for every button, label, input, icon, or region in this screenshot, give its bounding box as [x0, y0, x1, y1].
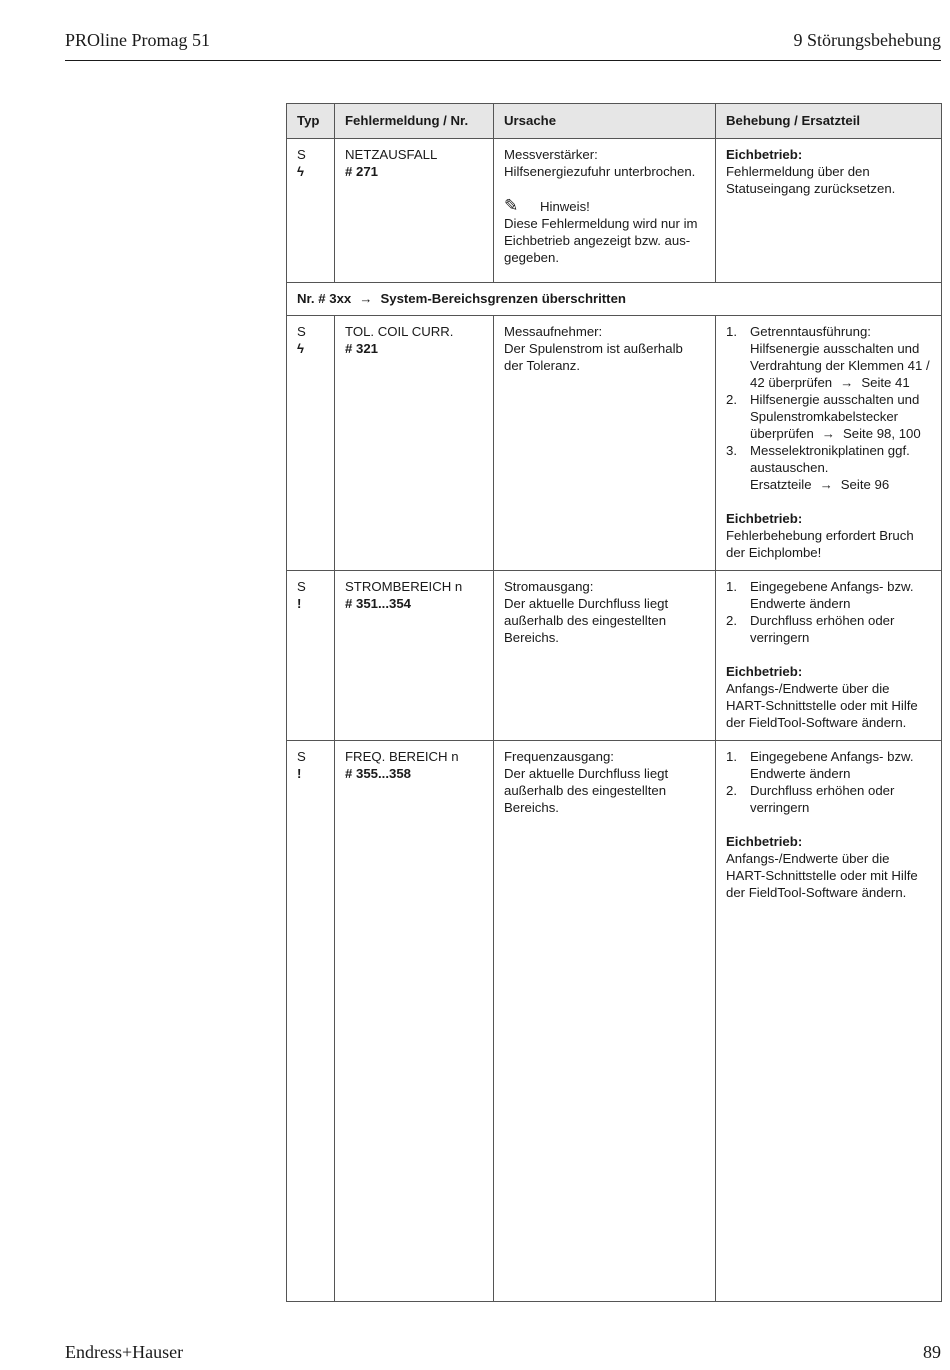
- type-letter: S: [297, 579, 306, 594]
- list-item: [726, 782, 931, 816]
- type-cell: [287, 741, 335, 1302]
- error-message: FREQ. BEREICH n: [345, 749, 459, 764]
- remedy-text: Fehlerbehebung erfordert Bruch der Eichplombe!: [726, 528, 914, 560]
- cause-title: Messaufnehmer:: [504, 324, 603, 339]
- cause-cell: [494, 316, 716, 571]
- step-text: Hilfsenergie ausschalten und Spulenstromkabelstecker überprüfen: [750, 392, 920, 441]
- step-text: Durchfluss erhöhen oder verringern: [750, 613, 895, 645]
- cause-text: Der aktuelle Durchfluss liegt außerhalb des eingestellten Bereichs.: [504, 766, 669, 815]
- remedy-text: Anfangs-/Endwerte über die HART-Schnittstelle oder mit Hilfe der FieldTool-Software ändern.: [726, 681, 918, 730]
- group-title: System-Bereichsgrenzen überschritten: [380, 291, 626, 306]
- list-item: [726, 442, 931, 493]
- error-number: # 271: [345, 164, 379, 179]
- column-header-typ: Typ: [287, 104, 335, 139]
- remedy-label: Eichbetrieb:: [726, 147, 803, 162]
- step-text: Messelektronikplatinen ggf. austauschen.: [750, 443, 910, 475]
- table-header-row: [287, 104, 942, 139]
- remedy-steps: [726, 323, 931, 493]
- type-letter: S: [297, 749, 306, 764]
- pencil-icon: ✎: [504, 196, 519, 215]
- header-rule: [65, 60, 941, 61]
- footer-brand: Endress+Hauser: [65, 1342, 184, 1362]
- table-row: [287, 139, 942, 283]
- group-label: Nr. # 3xx: [297, 291, 352, 306]
- step-number: 2.: [726, 613, 737, 628]
- arrow-right-icon: →: [840, 375, 854, 390]
- message-cell: [335, 316, 494, 571]
- step-number: 2.: [726, 783, 737, 798]
- page-reference: Seite 98, 100: [842, 426, 921, 441]
- column-header-cause: Ursache: [494, 104, 716, 139]
- arrow-right-icon: →: [359, 291, 373, 306]
- remedy-cell: [716, 741, 942, 1302]
- remedy-label: Eichbetrieb:: [726, 834, 803, 849]
- table-row: [287, 571, 942, 741]
- cause-title: Frequenzausgang:: [504, 749, 614, 764]
- table-row: [287, 316, 942, 571]
- step-number: 2.: [726, 392, 737, 407]
- step-number: 1.: [726, 749, 737, 764]
- step-number: 3.: [726, 443, 737, 458]
- page-reference: Seite 96: [840, 477, 890, 492]
- step-text: Durchfluss erhöhen oder verringern: [750, 783, 895, 815]
- lightning-icon: ϟ: [297, 164, 304, 179]
- remedy-steps: [726, 578, 931, 646]
- error-message: TOL. COIL CURR.: [345, 324, 454, 339]
- group-heading: [287, 283, 942, 316]
- arrow-right-icon: →: [821, 426, 835, 441]
- exclamation-icon: !: [297, 766, 302, 781]
- error-number: # 321: [345, 341, 379, 356]
- cause-cell: [494, 571, 716, 741]
- table-row: [287, 741, 942, 1302]
- step-text: Eingegebene Anfangs- bzw. Endwerte ändern: [750, 749, 914, 781]
- spare-parts-label: Ersatzteile: [750, 477, 812, 492]
- page-reference: Seite 41: [861, 375, 910, 390]
- cause-title: Messverstärker:: [504, 147, 598, 162]
- step-text: Getrenntausführung: Hilfsenergie ausschalten und Verdrahtung der Klemmen 41 / 42 überprüfen: [750, 324, 930, 390]
- error-message: STROMBEREICH n: [345, 579, 463, 594]
- note-text: Diese Fehlermeldung wird nur im Eichbetrieb angezeigt bzw. aus-gegeben.: [504, 216, 698, 265]
- list-item: [726, 748, 931, 782]
- list-item: [726, 612, 931, 646]
- lightning-icon: ϟ: [297, 341, 304, 356]
- step-number: 1.: [726, 579, 737, 594]
- error-message-table: [286, 103, 942, 1302]
- exclamation-icon: !: [297, 596, 302, 611]
- step-text: Eingegebene Anfangs- bzw. Endwerte ändern: [750, 579, 914, 611]
- type-cell: [287, 139, 335, 283]
- column-header-message: Fehlermeldung / Nr.: [335, 104, 494, 139]
- cause-cell: [494, 139, 716, 283]
- cause-text: Der aktuelle Durchfluss liegt außerhalb des eingestellten Bereichs.: [504, 596, 669, 645]
- note-heading: [504, 197, 705, 215]
- type-cell: [287, 571, 335, 741]
- remedy-cell: [716, 571, 942, 741]
- remedy-steps: [726, 748, 931, 816]
- list-item: [726, 578, 931, 612]
- error-number: # 351...354: [345, 596, 411, 611]
- cause-text: Der Spulenstrom ist außerhalb der Toleranz.: [504, 341, 683, 373]
- cause-title: Stromausgang:: [504, 579, 594, 594]
- list-item: [726, 323, 931, 391]
- running-header-left: PROline Promag 51: [65, 30, 211, 50]
- message-cell: [335, 741, 494, 1302]
- page-number: 89: [923, 1342, 941, 1362]
- remedy-label: Eichbetrieb:: [726, 511, 803, 526]
- type-letter: S: [297, 147, 306, 162]
- message-cell: [335, 571, 494, 741]
- list-item: [726, 391, 931, 442]
- error-number: # 355...358: [345, 766, 411, 781]
- remedy-text: Fehlermeldung über den Statuseingang zurücksetzen.: [726, 164, 896, 196]
- arrow-right-icon: →: [819, 477, 833, 492]
- running-header-right: 9 Störungsbehebung: [793, 30, 941, 50]
- cause-cell: [494, 741, 716, 1302]
- column-header-remedy: Behebung / Ersatzteil: [716, 104, 942, 139]
- type-letter: S: [297, 324, 306, 339]
- cause-text: Hilfsenergiezufuhr unterbrochen.: [504, 164, 696, 179]
- note-label: Hinweis!: [540, 199, 590, 214]
- remedy-label: Eichbetrieb:: [726, 664, 803, 679]
- error-message: NETZAUSFALL: [345, 147, 438, 162]
- message-cell: [335, 139, 494, 283]
- remedy-text: Anfangs-/Endwerte über die HART-Schnittstelle oder mit Hilfe der FieldTool-Software ändern.: [726, 851, 918, 900]
- step-number: 1.: [726, 324, 737, 339]
- remedy-cell: [716, 139, 942, 283]
- remedy-cell: [716, 316, 942, 571]
- type-cell: [287, 316, 335, 571]
- group-row: [287, 283, 942, 316]
